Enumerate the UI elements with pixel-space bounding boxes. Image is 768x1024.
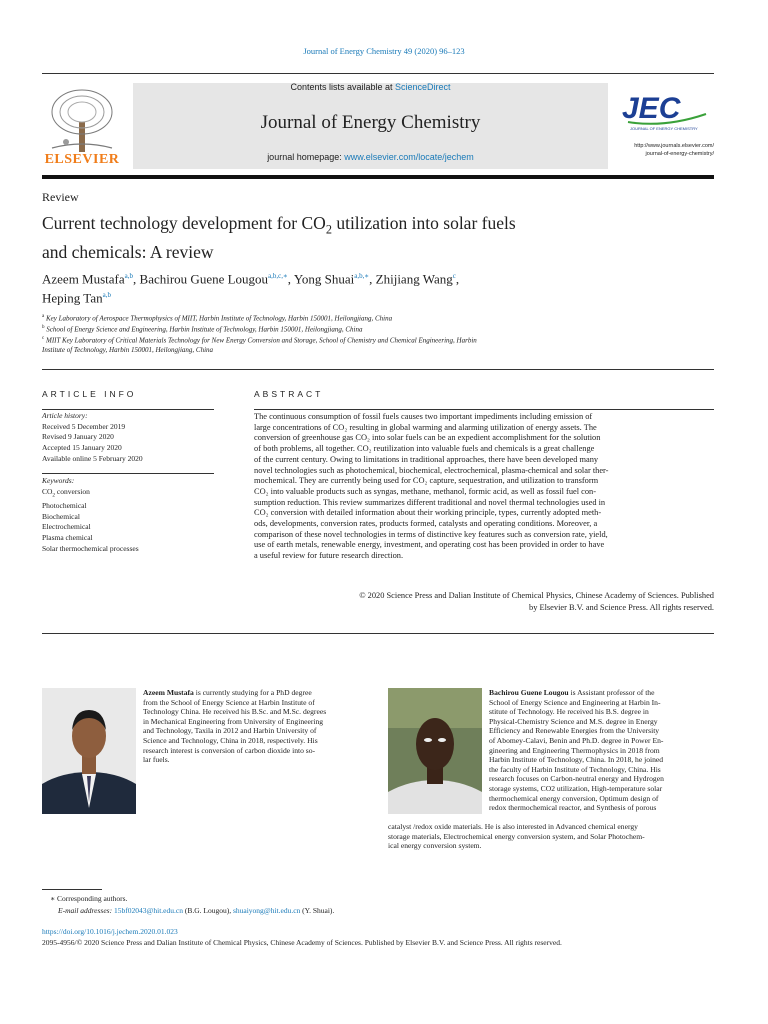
author-affiliation-marker[interactable]: a,b bbox=[102, 291, 111, 300]
bio-line: of Abomey-Calavi, Benin and Ph.D. degree in Power En- bbox=[489, 735, 664, 745]
abstract-line: The continuous consumption of fossil fuels causes two important impediments including emission of bbox=[254, 412, 593, 421]
title-subscript: 2 bbox=[325, 222, 332, 237]
abstract-line: novel technologies such as photochemical, biochemical, electrochemical, plasma-chemical and solar ther- bbox=[254, 465, 609, 475]
contents-prefix: Contents lists available at bbox=[290, 82, 396, 92]
history-label: Article history: bbox=[42, 411, 88, 420]
email-link-lougou[interactable]: 15bf02043@hit.edu.cn bbox=[113, 906, 183, 915]
bio-line: storage materials, Electrochemical energy conversion system, and Solar Photochem- bbox=[388, 831, 645, 841]
abstract-line: of the current century. Owing to limitations in traditional approaches, there have been developed many bbox=[254, 454, 599, 464]
history-online: Available online 5 February 2020 bbox=[42, 453, 143, 463]
author-separator: , bbox=[369, 271, 376, 287]
bio-line: catalyst /redox oxide materials. He is also interested in Advanced chemical energy bbox=[388, 822, 638, 831]
bio-line: thermochemical energy conversion, Optimum design of bbox=[489, 793, 659, 803]
affiliation-text: School of Energy Science and Engineering, Harbin Institute of Technology, Harbin 150001, Heilongjiang, China bbox=[46, 325, 363, 334]
email-name-shuai: (Y. Shuai). bbox=[300, 906, 335, 915]
title-part2: utilization into solar fuels bbox=[331, 213, 516, 233]
keyword: Solar thermochemical processes bbox=[42, 543, 139, 553]
abstract-line: CO₂ conversion with detailed information about their working principle, types, currently adopted meth- bbox=[254, 508, 602, 518]
author-name[interactable]: Bachirou Guene Lougou bbox=[139, 271, 269, 287]
keyword: Photochemical bbox=[42, 500, 87, 510]
bio-mustafa bbox=[143, 688, 365, 765]
homepage-prefix: journal homepage: bbox=[267, 152, 345, 162]
author-list bbox=[42, 268, 662, 307]
bio-line: is currently studying for a PhD degree bbox=[193, 688, 312, 697]
abstract-copyright bbox=[254, 590, 714, 614]
abstract-line: conversion of greenhouse gas CO₂ into solar fuels can be an expedient accomplishment for the solution bbox=[254, 433, 601, 443]
contents-line bbox=[133, 82, 608, 92]
abstract-line: large concentrations of CO₂ resulting in global warming and alarming utilization of energy assets. The bbox=[254, 422, 597, 432]
keywords-rule bbox=[42, 473, 214, 474]
email-note bbox=[58, 905, 334, 916]
keywords-label: Keywords: bbox=[42, 476, 75, 485]
jec-url-line1: http://www.journals.elsevier.com/ bbox=[634, 143, 714, 149]
bio-line: Harbin Institute of Technology, China. In 2018, he joined bbox=[489, 755, 664, 765]
abstract-line: mochemical. They are currently being used for CO₂ capture, sequestration, and utilization to transform bbox=[254, 476, 599, 486]
author-name[interactable]: Azeem Mustafa bbox=[42, 271, 125, 287]
author-name[interactable]: Zhijiang Wang bbox=[375, 271, 453, 287]
jec-logo bbox=[620, 88, 710, 134]
email-link-shuai[interactable]: shuaiyong@hit.edu.cn bbox=[232, 906, 301, 915]
affiliation-key: b bbox=[42, 325, 45, 330]
bio-lougou-cont bbox=[388, 822, 714, 851]
corresponding-note: ∗ Corresponding authors. bbox=[50, 894, 128, 903]
jec-logo-subtitle: JOURNAL OF ENERGY CHEMISTRY bbox=[630, 126, 698, 131]
bio-line: from the School of Energy Science at Harbin Institute of bbox=[143, 697, 315, 707]
abstract-line: a useful review for future research direction. bbox=[254, 551, 404, 561]
author-affiliation-marker[interactable]: a,b,∗ bbox=[354, 272, 370, 280]
abstract-line: ods, developments, conversion rates, products formed, catalysts and operating conditions. Moreover, a bbox=[254, 519, 598, 529]
author-affiliation-marker[interactable]: c bbox=[452, 272, 456, 280]
bio-line: redox thermochemical reactor, and Synthesis of porous bbox=[489, 803, 657, 813]
copyright-line1: © 2020 Science Press and Dalian Institute of Chemical Physics, Chinese Academy of Sciences. Published bbox=[359, 591, 714, 600]
author-name[interactable]: Heping Tan bbox=[42, 290, 103, 306]
article-type: Review bbox=[42, 190, 79, 204]
bio-line: ical energy conversion system. bbox=[388, 841, 482, 851]
bio-line: Physical-Chemistry Science and M.S. degree in Energy bbox=[489, 716, 658, 726]
elsevier-wordmark: ELSEVIER bbox=[44, 152, 120, 167]
homepage-link[interactable]: www.elsevier.com/locate/jechem bbox=[344, 152, 474, 162]
paper-title bbox=[42, 212, 662, 263]
sciencedirect-link[interactable]: ScienceDirect bbox=[395, 82, 451, 92]
bio-line: in Mechanical Engineering from University of Engineering bbox=[143, 716, 324, 726]
footnote-rule bbox=[42, 889, 102, 890]
history-received: Received 5 December 2019 bbox=[42, 421, 126, 431]
bio-line: research focuses on Carbon-neutral energy and Hydrogen bbox=[489, 774, 664, 784]
affiliation-c bbox=[42, 334, 642, 345]
abstract-line: sumption reduction. This review summarizes different traditional and novel thermal technologies used in bbox=[254, 497, 606, 507]
bio-name: Bachirou Guene Lougou bbox=[489, 688, 569, 697]
keyword-co2-prefix: CO bbox=[42, 486, 53, 496]
affiliation-text: MIIT Key Laboratory of Critical Materials Technology for New Energy Conversion and Storage, School of Chemistry and Chemical Engineering, Harbin bbox=[45, 336, 477, 345]
keyword-co2-sub: 2 bbox=[52, 492, 56, 499]
author-affiliation-marker[interactable]: a,b,c,∗ bbox=[268, 272, 288, 280]
affiliation-a bbox=[42, 312, 642, 323]
journal-title: Journal of Energy Chemistry bbox=[260, 112, 481, 133]
keywords-block bbox=[42, 476, 214, 554]
header-thick-rule bbox=[42, 175, 714, 179]
copyright-line2: by Elsevier B.V. and Science Press. All rights reserved. bbox=[529, 603, 714, 612]
jec-logo-text: JEC bbox=[622, 92, 681, 125]
bio-line: School of Energy Science and Engineering at Harbin In- bbox=[489, 697, 661, 707]
author-separator: , bbox=[133, 271, 140, 287]
bio-lougou bbox=[489, 688, 714, 813]
author-separator: , bbox=[287, 271, 294, 287]
bio-line: research interest is conversion of carbon dioxide into so- bbox=[143, 745, 316, 755]
bio-line: gineering and Engineering Thermophysics in 2018 from bbox=[489, 745, 660, 755]
jec-url[interactable] bbox=[600, 142, 714, 158]
keyword-co2 bbox=[42, 487, 214, 501]
author-separator: , bbox=[455, 271, 460, 287]
jec-url-line2: journal-of-energy-chemistry/ bbox=[645, 151, 714, 157]
email-label: E-mail addresses: bbox=[58, 906, 114, 915]
bio-line: Technology China. He received his B.Sc. and M.Sc. degrees bbox=[143, 707, 327, 717]
abstract-body bbox=[254, 412, 714, 562]
abstract-line: of both problems, all together. CO₂ reutilization into valuable fuels and chemicals is a great challenge bbox=[254, 444, 595, 454]
title-line2: and chemicals: A review bbox=[42, 241, 214, 262]
author-name[interactable]: Yong Shuai bbox=[293, 271, 355, 287]
bio-line: the faculty of Harbin Institute of Technology, China. His bbox=[489, 764, 661, 774]
history-revised: Revised 9 January 2020 bbox=[42, 432, 114, 442]
bio-line: Science and Technology, China in 2018, respectively. His bbox=[143, 735, 318, 745]
homepage-line bbox=[133, 152, 608, 162]
author-affiliation-marker[interactable]: a,b bbox=[124, 272, 134, 280]
corresponding-text: Corresponding authors. bbox=[56, 894, 128, 903]
bio-name: Azeem Mustafa bbox=[143, 688, 194, 697]
header-rule bbox=[42, 73, 714, 74]
bio-line: is Assistant professor of the bbox=[568, 688, 655, 697]
abstract-heading: ABSTRACT bbox=[254, 389, 324, 399]
abstract-rule bbox=[254, 409, 714, 410]
bio-rule bbox=[42, 633, 714, 634]
email-name-lougou: (B.G. Lougou), bbox=[182, 906, 233, 915]
issn-line: 2095-4956/© 2020 Science Press and Dalian Institute of Chemical Physics, Chinese Academy of Sciences. Published by Elsevier B.V. and Science Press. All rights reserved. bbox=[42, 938, 562, 947]
keyword: Plasma chemical bbox=[42, 533, 93, 543]
bio-line: lar fuels. bbox=[143, 755, 170, 765]
affiliation-b bbox=[42, 323, 642, 334]
article-info-heading: ARTICLE INFO bbox=[42, 389, 137, 399]
history-accepted: Accepted 15 January 2020 bbox=[42, 443, 122, 453]
section-rule bbox=[42, 369, 714, 370]
abstract-line: CO₂ into valuable products such as syngas, methane, methanol, formic acid, as well as fossil fuel con- bbox=[254, 486, 597, 496]
doi-link[interactable]: https://doi.org/10.1016/j.jechem.2020.01.023 bbox=[42, 927, 178, 936]
author-photo-lougou bbox=[388, 688, 482, 814]
affiliation-key: c bbox=[42, 336, 45, 341]
keyword: Biochemical bbox=[42, 511, 80, 521]
affiliation-c-cont bbox=[42, 345, 642, 355]
bio-line: Efficiency and Renewable Energies from the University bbox=[489, 726, 660, 736]
article-history bbox=[42, 411, 214, 465]
bio-line: and Technology, Taxila in 2012 and Harbin University of bbox=[143, 726, 317, 736]
article-info-rule bbox=[42, 409, 214, 410]
bio-line: stitute of Technology. He received his B.S. degree in bbox=[489, 707, 649, 717]
affiliation-text: Institute of Technology, Harbin 150001, Heilongjiang, China bbox=[42, 346, 214, 354]
abstract-line: use of earth metals, renewable energy, investment, and operating cost has been provided in order to have bbox=[254, 540, 605, 550]
author-photo-mustafa bbox=[42, 688, 136, 814]
affiliation-key: a bbox=[42, 314, 45, 319]
keyword: Electrochemical bbox=[42, 522, 91, 532]
abstract-line: comparison of these novel technologies in terms of distinctive key features such as conversion rate, yield, bbox=[254, 529, 608, 539]
title-part1: Current technology development for CO bbox=[42, 213, 326, 233]
journal-reference[interactable]: Journal of Energy Chemistry 49 (2020) 96–123 bbox=[303, 46, 465, 56]
bio-line: storage systems, CO2 utilization, High-temperature solar bbox=[489, 783, 663, 793]
affiliation-text: Key Laboratory of Aerospace Thermophysics of MIIT, Harbin Institute of Technology, Harbin 150001, Heilongjiang, China bbox=[45, 314, 393, 323]
keyword-co2-suffix: conversion bbox=[55, 486, 90, 496]
